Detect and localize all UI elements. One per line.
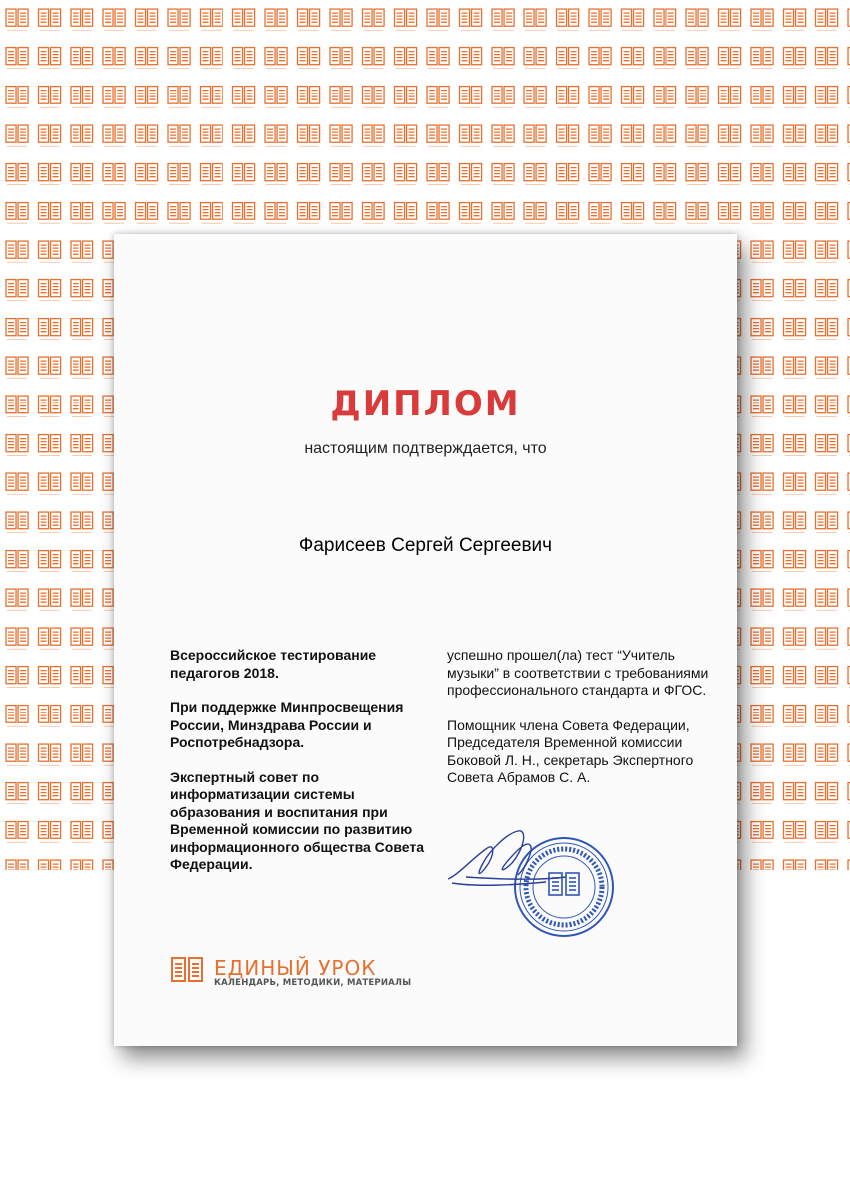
diploma-title: ДИПЛОМ xyxy=(330,384,521,424)
signature-and-stamp xyxy=(446,827,621,947)
diploma-subtitle: настоящим подтверждается, что xyxy=(304,440,547,457)
edinyi-urok-logo xyxy=(170,956,430,992)
logo-tagline: КАЛЕНДАРЬ, МЕТОДИКИ, МАТЕРИАЛЫ xyxy=(214,978,412,988)
stamp-seal xyxy=(515,838,613,936)
result-paragraph: успешно прошел(ла) тест “Учитель музыки” в соответствии с требованиями профессионального стандарта и ФГОС. xyxy=(447,647,709,698)
book-icon xyxy=(170,956,204,984)
organizers-paragraph: Экспертный совет по информатизации системы образования и воспитания при Временной комиссии по развитию информационного общества Совета Федерации. xyxy=(170,768,425,872)
organizers-text xyxy=(170,647,435,891)
signatory-paragraph: Помощник члена Совета Федерации, Председателя Временной комиссии Боковой Л. Н., секретарь Экспертного Совета Абрамов С. А. xyxy=(447,716,694,785)
organizers-paragraph: Всероссийское тестирование педагогов 2018. xyxy=(170,647,377,681)
logo-name: ЕДИНЫЙ УРОК xyxy=(214,956,377,980)
stamp-book-icon xyxy=(549,873,579,895)
result-text xyxy=(447,647,727,804)
recipient-name: Фарисеев Сергей Сергеевич xyxy=(298,535,553,556)
organizers-paragraph: При поддержке Минпросвещения России, Минздрава России и Роспотребнадзора. xyxy=(170,699,404,750)
diploma-certificate xyxy=(114,234,737,1046)
